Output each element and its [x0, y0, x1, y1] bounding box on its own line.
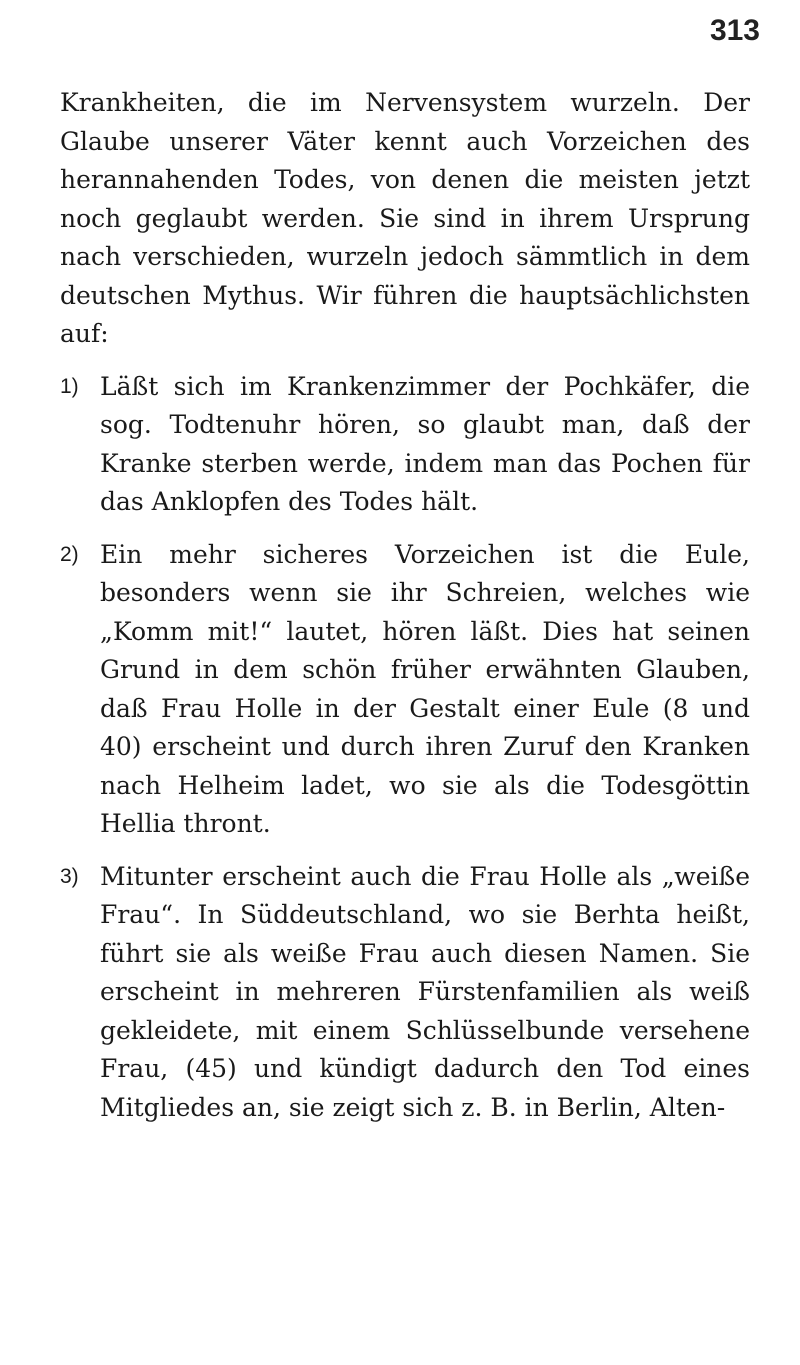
list-item: [60, 536, 750, 844]
list-item-text: Läßt sich im Krankenzimmer der Pochkäfer, die sog. Todtenuhr hören, so glaubt man, daß der Kranke sterben werde, indem man das Pochen für das Anklopfen des Todes hält.: [100, 371, 750, 516]
intro-paragraph: Krankheiten, die im Nervensystem wurzeln. Der Glaube unserer Väter kennt auch Vorzeichen des herannahenden Todes, von denen die meisten jetzt noch geglaubt werden. Sie sind in ihrem Ursprung nach verschieden, wurzeln jedoch sämmtlich in dem deutschen Mythus. Wir führen die hauptsächlichsten auf:: [60, 88, 750, 348]
list-item-number: 1): [60, 374, 79, 398]
list-item-text: Mitunter erscheint auch die Frau Holle als „weiße Frau“. In Süddeutschland, wo sie Berhta heißt, führt sie als weiße Frau auch diesen Namen. Sie erscheint in mehreren Fürstenfamilien als weiß gekleidete, mit einem Schlüsselbunde versehene Frau, (45) und kündigt dadurch den Tod eines Mitgliedes an, sie zeigt sich z. B. in Berlin, Alten-: [100, 861, 750, 1122]
page-number: 313: [709, 14, 760, 47]
list-item-text: Ein mehr sicheres Vorzeichen ist die Eule, besonders wenn sie ihr Schreien, welches wie „Komm mit!“ lautet, hören läßt. Dies hat seinen Grund in dem schön früher erwähnten Glauben, daß Frau Holle in der Gestalt einer Eule (8 und 40) erscheint und durch ihren Zuruf den Kranken nach Helheim ladet, wo sie als die Todesgöttin Hellia thront.: [100, 539, 750, 838]
list-item: [60, 858, 750, 1128]
list-item: [60, 368, 750, 522]
list-item-number: 2): [60, 542, 79, 566]
list-item-number: 3): [60, 864, 79, 888]
page-body: [60, 84, 750, 1127]
